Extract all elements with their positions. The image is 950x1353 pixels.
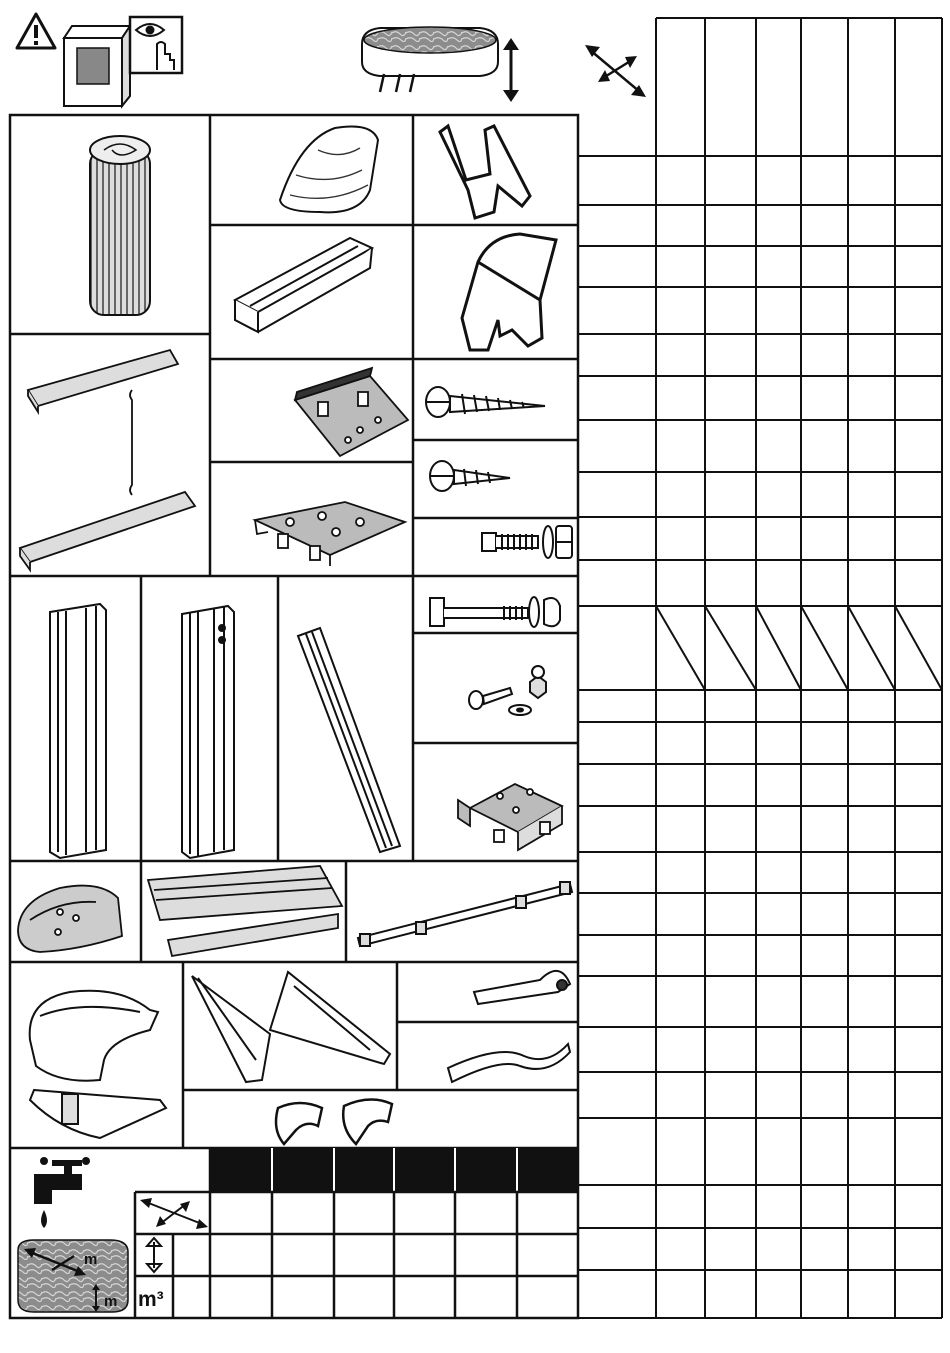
top-rail-drawing	[148, 866, 342, 956]
size-grid-diagonal	[801, 606, 848, 690]
warning-triangle-icon	[17, 14, 55, 48]
angled-upright-drawing	[298, 628, 400, 852]
upright-post-b-drawing	[182, 606, 234, 858]
upright-post-a-drawing	[50, 604, 106, 858]
pool-height-unit: m	[104, 1293, 118, 1310]
read-manual-eye-hand-icon	[130, 17, 182, 73]
bottom-rail-drawing	[235, 238, 372, 332]
post-cover-drawing	[30, 991, 166, 1138]
cabinet-icon	[64, 26, 130, 106]
trim-strip-drawing	[448, 1044, 570, 1082]
support-brace-drawing	[192, 972, 390, 1082]
long-screw-drawing	[426, 387, 545, 417]
tape-roll-drawing	[474, 971, 570, 1004]
h-profile-drawing	[440, 126, 530, 218]
row-volume-unit: m³	[138, 1288, 164, 1311]
felt-underlay-drawing	[280, 127, 378, 213]
rail-plate-drawing	[295, 368, 408, 456]
top-cap-plate-drawing	[18, 886, 122, 952]
pool-height-arrow-icon	[362, 27, 519, 102]
short-screw-drawing	[430, 461, 510, 491]
corner-bracket-drawing	[458, 784, 562, 850]
volume-table	[18, 1148, 578, 1318]
row-diagonal-icon	[140, 1198, 208, 1229]
size-grid-diagonal	[848, 606, 895, 690]
hex-bolt-set-drawing	[430, 597, 560, 627]
wall-strip-pair-drawing	[20, 350, 195, 570]
clip-drawing	[276, 1099, 392, 1144]
size-grid-diagonal	[705, 606, 756, 690]
size-grid-diagonal	[756, 606, 801, 690]
water-tap-icon	[34, 1157, 90, 1228]
pool-length-unit: m	[84, 1251, 98, 1268]
size-grid-diagonal	[895, 606, 942, 690]
row-height-icon	[147, 1238, 161, 1272]
size-grid	[578, 18, 942, 1318]
tension-strap-drawing	[358, 882, 572, 946]
bolt-washer-nut-drawing	[482, 526, 572, 558]
diagonal-size-arrow-icon	[585, 45, 646, 97]
connecting-plate-drawing	[255, 502, 405, 566]
pool-dimensions-icon	[18, 1240, 128, 1312]
top-rail-profile-drawing	[462, 234, 556, 350]
size-grid-diagonal	[656, 606, 705, 690]
small-hardware-set-drawing	[469, 666, 546, 715]
liner-roll-drawing	[90, 136, 150, 315]
